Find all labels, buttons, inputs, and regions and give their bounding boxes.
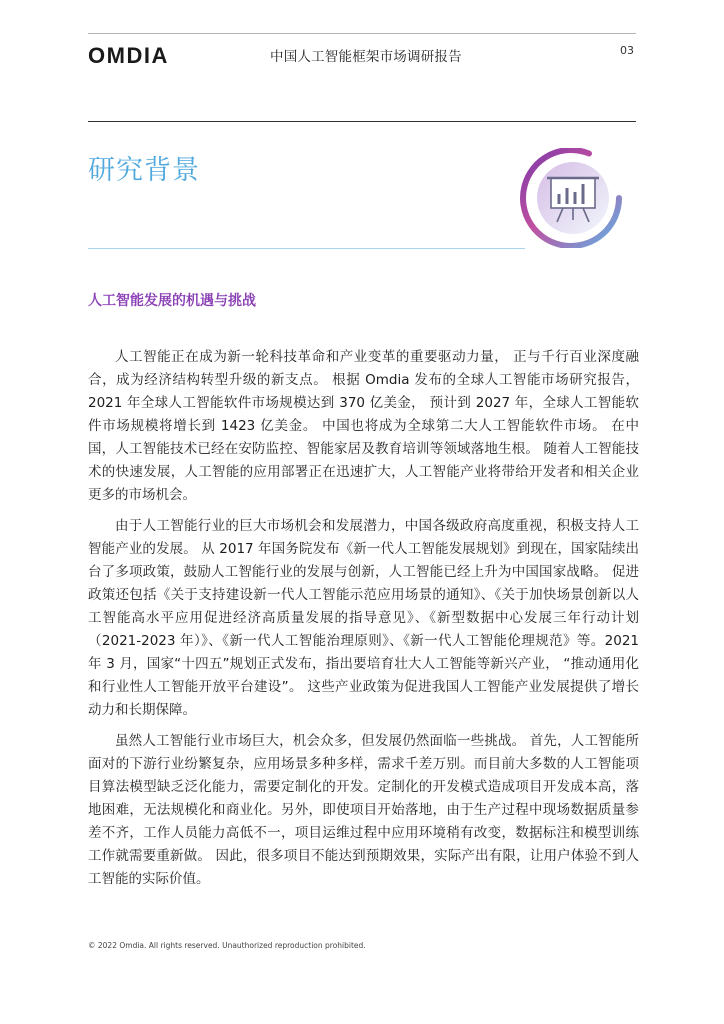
- body-paragraph: 人工智能正在成为新一轮科技革命和产业变革的重要驱动力量， 正与千行百业深度融合，成为经济结构转型升级的新支点。 根据 Omdia 发布的全球人工智能市场研究报告，2021 年全球人工智能软件市场规模达到 370 亿美金， 预计到 2027 年，全球人工智能软件市场规模将增长到 1423 亿美金。 中国也将成为全球第二大人工智能软件市场。 在中国，人工智能技术已经在安防监控、智能家居及教育培训等领域落地生根。 随着人工智能技术的快速发展，人工智能的应用部署正在迅速扩大，人工智能产业将带给开发者和相关企业更多的市场机会。: [88, 349, 639, 503]
- body-paragraph: 虽然人工智能行业市场巨大，机会众多，但发展仍然面临一些挑战。 首先，人工智能所面对的下游行业纷繁复杂，应用场景多种多样，需求千差万别。而目前大多数的人工智能项目算法模型缺乏泛化能力，需要定制化的开发。定制化的开发模式造成项目开发成本高，落地困难，无法规模化和商业化。另外，即使项目开始落地，由于生产过程中现场数据质量参差不齐，工作人员能力高低不一，项目运维过程中应用环境稍有改变，数据标注和模型训练工作就需要重新做。 因此，很多项目不能达到预期效果，实际产出有限，让用户体验不到人工智能的实际价值。: [88, 733, 639, 887]
- section-title: 研究背景: [88, 155, 200, 186]
- report-title: 中国人工智能框架市场调研报告: [270, 49, 462, 65]
- top-rule: [88, 33, 636, 34]
- section-subheading: 人工智能发展的机遇与挑战: [88, 293, 256, 309]
- omdia-logo: [88, 42, 188, 68]
- presentation-chart-icon: [517, 148, 629, 248]
- body-paragraph: 由于人工智能行业的巨大市场机会和发展潜力，中国各级政府高度重视，积极支持人工智能产业的发展。 从 2017 年国务院发布《新一代人工智能发展规划》到现在，国家陆续出台了多项政策，鼓励人工智能行业的发展与创新，人工智能已经上升为中国国家战略。 促进政策还包括《关于支持建设新一代人工智能示范应用场景的通知》、《关于加快场景创新以人工智能高水平应用促进经济高质量发展的指导意见》、《新型数据中心发展三年行动计划（2021-2023 年）》、《新一代人工智能治理原则》、《新一代人工智能伦理规范》等。2021 年 3 月，国家“十四五”规划正式发布，指出要培育壮大人工智能等新兴产业， “推动通用化和行业性人工智能开放平台建设”。 这些产业政策为促进我国人工智能产业发展提供了增长动力和长期保障。: [88, 518, 639, 718]
- svg-text:OMDIA: OMDIA: [88, 43, 169, 68]
- section-title-rule: [88, 248, 525, 249]
- body-text: [88, 346, 639, 899]
- page-number: 03: [620, 44, 634, 57]
- header-rule: [88, 121, 636, 122]
- copyright-footer: © 2022 Omdia. All rights reserved. Unauthorized reproduction prohibited.: [88, 941, 366, 950]
